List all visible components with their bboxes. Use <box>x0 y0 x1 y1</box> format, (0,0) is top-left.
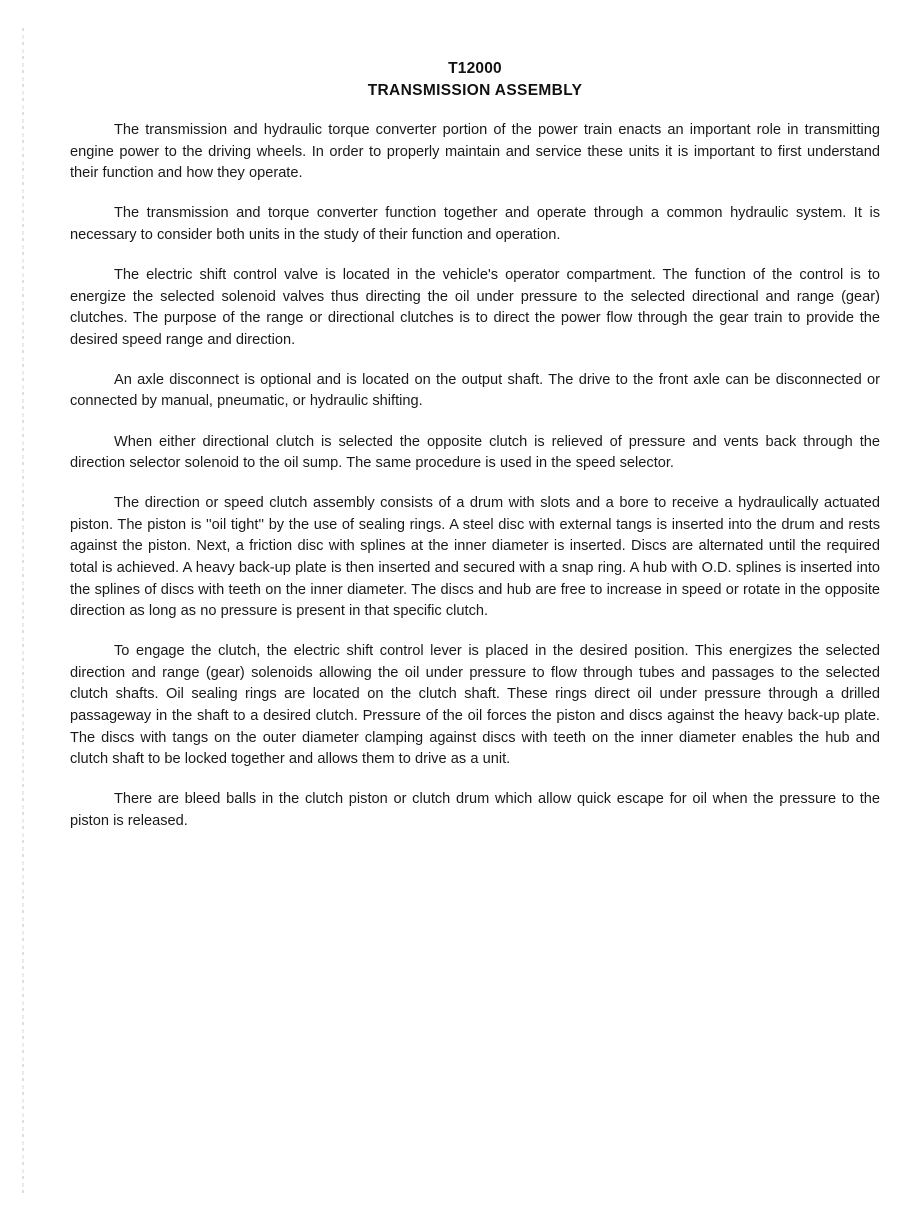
paragraph: The electric shift control valve is located in the vehicle's operator compartment. The function of the control is to energize the selected solenoid valves thus directing the oil under pressure to the selected directional and range (gear) clutches. The purpose of the range or directional clutches is to direct the power flow through the gear train to provide the desired speed range and direction. <box>70 266 880 348</box>
paragraph: To engage the clutch, the electric shift control lever is placed in the desired position. This energizes the selected direction and range (gear) solenoids allowing the oil under pressure to flow through tubes and passages to the selected clutch shafts. Oil sealing rings are located on the clutch shaft. These rings direct oil under pressure through a drilled passageway in the shaft to a desired clutch. Pressure of the oil forces the piston and discs against the heavy back-up plate. The discs with tangs on the outer diameter clamping against discs with teeth on the inner diameter enables the hub and clutch shaft to be locked together and allows them to drive as a unit. <box>70 643 880 768</box>
paragraph: The direction or speed clutch assembly consists of a drum with slots and a bore to receive a hydraulically actuated piston. The piston is ''oil tight'' by the use of sealing rings. A steel disc with external tangs is inserted into the drum and rests against the piston. Next, a friction disc with splines at the inner diameter is inserted. Discs are alternated until the required total is achieved. A heavy back-up plate is then inserted and secured with a snap ring. A hub with O.D. splines is inserted into the splines of discs with teeth on the inner diameter. The discs and hub are free to increase in speed or rotate in the opposite direction as long as no pressure is present in that specific clutch. <box>70 495 880 620</box>
paragraph: When either directional clutch is selected the opposite clutch is relieved of pressure and vents back through the direction selector solenoid to the oil sump. The same procedure is used in the speed selector. <box>70 433 880 472</box>
scan-artifact-line <box>22 28 24 1196</box>
document-body <box>70 120 880 833</box>
paragraph: An axle disconnect is optional and is located on the output shaft. The drive to the front axle can be disconnected or connected by manual, pneumatic, or hydraulic shifting. <box>70 371 880 410</box>
document-number: T12000 <box>448 60 502 77</box>
page-title: TRANSMISSION ASSEMBLY <box>367 82 583 99</box>
paragraph: There are bleed balls in the clutch piston or clutch drum which allow quick escape for oil when the pressure to the piston is released. <box>70 791 880 829</box>
paragraph: The transmission and torque converter function together and operate through a common hydraulic system. It is necessary to consider both units in the study of their function and operation. <box>70 205 880 243</box>
document-heading <box>70 58 880 102</box>
document-content <box>70 0 880 833</box>
paragraph: The transmission and hydraulic torque converter portion of the power train enacts an important role in transmitting engine power to the driving wheels. In order to properly maintain and service these units it is important to first understand their function and how they operate. <box>70 122 880 182</box>
